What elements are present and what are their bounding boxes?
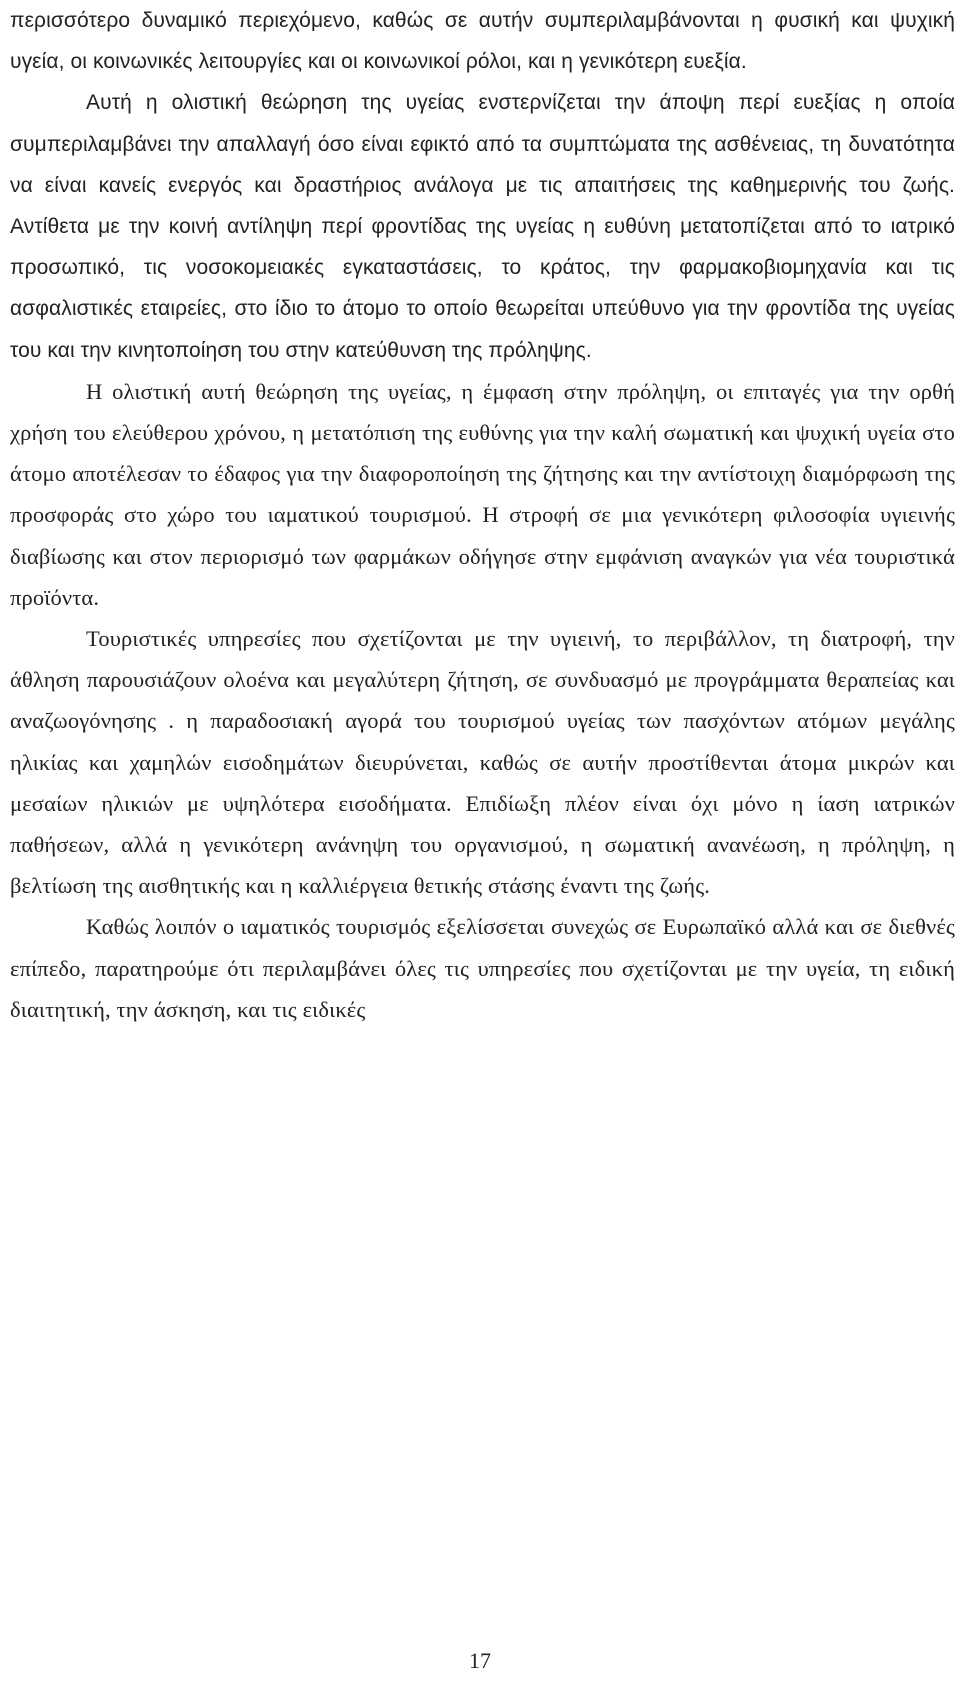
paragraph-continuation: περισσότερο δυναμικό περιεχόμενο, καθώς σε αυτήν συμπεριλαμβάνονται η φυσική και ψυχική υγεία, οι κοινωνικές λειτουργίες και οι κοινωνικοί ρόλοι, και η γενικότερη ευεξία. bbox=[10, 9, 955, 74]
paragraph-spa-tourism-europe: Καθώς λοιπόν ο ιαματικός τουρισμός εξελίσσεται συνεχώς σε Ευρωπαϊκό αλλά και σε διεθνές επίπεδο, παρατηρούμε ότι περιλαμβάνει όλες τις υπηρεσίες που σχετίζονται με την υγεία, τη ειδική διαιτητική, την άσκηση, και τις ειδικές bbox=[10, 914, 955, 1022]
paragraph-holistic-prevention: Η ολιστική αυτή θεώρηση της υγείας, η έμφαση στην πρόληψη, οι επιταγές για την ορθή χρήση του ελεύθερου χρόνου, η μετατόπιση της ευθύνης για την καλή σωματική και ψυχική υγεία στο άτομο αποτέλεσαν το έδαφος για την διαφοροποίηση της ζήτησης και την αντίστοιχη διαμόρφωση της προσφοράς στο χώρο του ιαματικού τουρισμού. Η στροφή σε μια γενικότερη φιλοσοφία υγιεινής διαβίωσης και στον περιορισμό των φαρμάκων οδήγησε στην εμφάνιση αναγκών για νέα τουριστικά προϊόντα. bbox=[10, 378, 955, 610]
page-number: 17 bbox=[469, 1648, 491, 1673]
paragraph-holistic-health: Αυτή η ολιστική θεώρηση της υγείας ενστερνίζεται την άποψη περί ευεξίας η οποία συμπεριλαμβάνει την απαλλαγή όσο είναι εφικτό από τα συμπτώματα της ασθένειας, τη δυνατότητα να είναι κανείς ενεργός και δραστήριος ανάλογα με τις απαιτήσεις της καθημερινής του ζωής. Αντίθετα με την κοινή αντίληψη περί φροντίδας της υγείας η ευθύνη μετατοπίζεται από το ιατρικό προσωπικό, τις νοσοκομειακές εγκαταστάσεις, το κράτος, την φαρμακοβιομηχανία και τις ασφαλιστικές εταιρείες, στο ίδιο το άτομο το οποίο θεωρείται υπεύθυνο για την φροντίδα της υγείας του και την κινητοποίηση του στην κατεύθυνση της πρόληψης. bbox=[10, 91, 955, 362]
body-text bbox=[10, 0, 955, 1030]
paragraph-tourism-services: Τουριστικές υπηρεσίες που σχετίζονται με την υγιεινή, το περιβάλλον, τη διατροφή, την άθληση παρουσιάζουν ολοένα και μεγαλύτερη ζήτηση, σε συνδυασμό με προγράμματα θεραπείας και αναζωογόνησης . η παραδοσιακή αγορά του τουρισμού υγείας των πασχόντων ατόμων μεγάλης ηλικίας και χαμηλών εισοδημάτων διευρύνεται, καθώς σε αυτήν προστίθενται άτομα μικρών και μεσαίων ηλικιών με υψηλότερα εισοδήματα. Επιδίωξη πλέον είναι όχι μόνο η ίαση ιατρικών παθήσεων, αλλά η γενικότερη ανάνηψη του οργανισμού, η σωματική ανανέωση, η πρόληψη, η βελτίωση της αισθητικής και η καλλιέργεια θετικής στάσης έναντι της ζωής. bbox=[10, 626, 955, 899]
